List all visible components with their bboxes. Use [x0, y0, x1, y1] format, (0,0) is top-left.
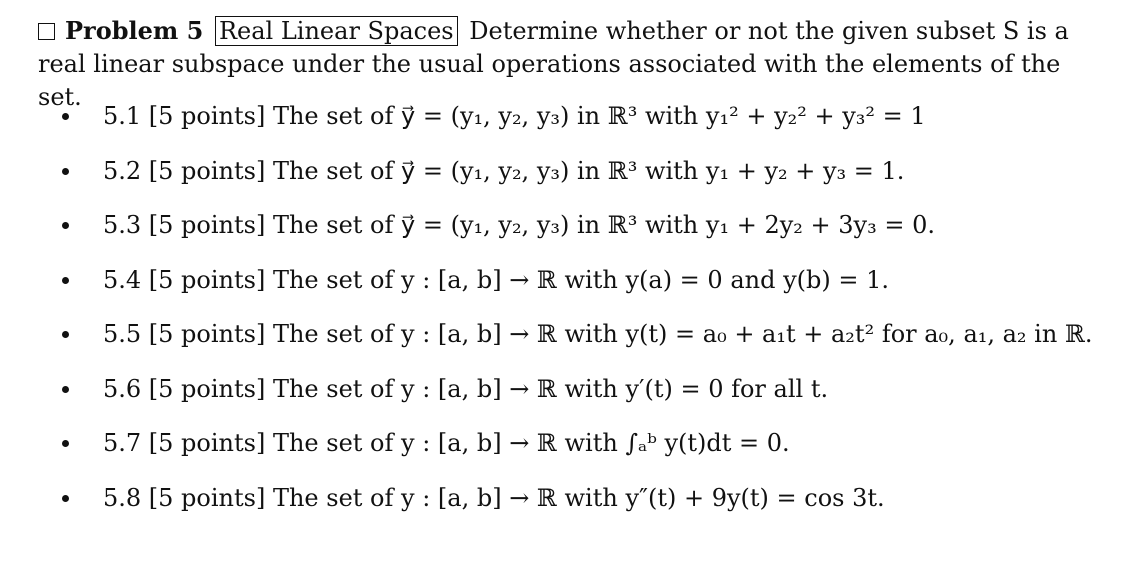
subproblem-text: 5.7 [5 points] The set of y : [a, b] → ℝ with ∫ₐᵇ y(t)dt = 0. — [103, 429, 790, 457]
statement-line-1: Determine whether or not the given subset S is a — [469, 17, 1069, 45]
list-item — [62, 262, 1122, 317]
subproblem-text: 5.5 [5 points] The set of y : [a, b] → ℝ with y(t) = a₀ + a₁t + a₂t² for a₀, a₁, a₂ in ℝ. — [103, 320, 1093, 348]
subproblem-text: 5.3 [5 points] The set of y⃗ = (y₁, y₂, y₃) in ℝ³ with y₁ + 2y₂ + 3y₃ = 0. — [103, 211, 935, 239]
bullet-icon — [62, 331, 69, 338]
checkbox-icon — [38, 23, 55, 40]
list-item — [62, 425, 1122, 480]
subproblem-text: 5.4 [5 points] The set of y : [a, b] → ℝ with y(a) = 0 and y(b) = 1. — [103, 265, 889, 294]
list-item — [62, 98, 1122, 153]
subproblem-text: 5.1 [5 points] The set of y⃗ = (y₁, y₂, y₃) in ℝ³ with y₁² + y₂² + y₃² = 1 — [103, 102, 926, 130]
bullet-icon — [62, 440, 69, 447]
list-item — [62, 371, 1122, 426]
subproblem-text: 5.2 [5 points] The set of y⃗ = (y₁, y₂, y₃) in ℝ³ with y₁ + y₂ + y₃ = 1. — [103, 156, 905, 185]
problem-header-line — [38, 14, 1108, 48]
problem-label: Problem 5 — [65, 16, 204, 45]
bullet-icon — [62, 495, 69, 502]
bullet-icon — [62, 168, 69, 175]
subproblem-list — [62, 98, 1122, 534]
problem-topic: Real Linear Spaces — [215, 16, 458, 46]
subproblem-text: 5.8 [5 points] The set of y : [a, b] → ℝ with y″(t) + 9y(t) = cos 3t. — [103, 483, 885, 512]
list-item — [62, 480, 1122, 535]
list-item — [62, 207, 1122, 262]
bullet-icon — [62, 277, 69, 284]
subproblem-text: 5.6 [5 points] The set of y : [a, b] → ℝ with y′(t) = 0 for all t. — [103, 374, 829, 403]
bullet-icon — [62, 222, 69, 229]
list-item — [62, 153, 1122, 208]
statement-line-2: real linear subspace under the usual operations associated with the elements of the set. — [38, 50, 1061, 111]
list-item — [62, 316, 1122, 371]
bullet-icon — [62, 386, 69, 393]
bullet-icon — [62, 113, 69, 120]
